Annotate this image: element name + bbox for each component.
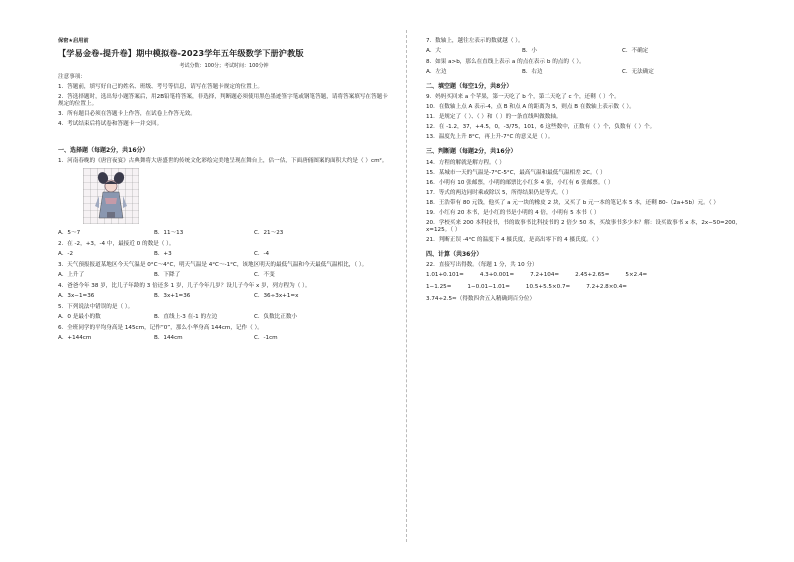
calc-item[interactable]: 10.5+5.5×0.7= <box>525 284 571 291</box>
option[interactable]: A．0 是最小的数 <box>58 314 101 321</box>
question-19: 19．小红有 20 本书，是小红的书是小明的 4 倍，小明有 5 本书（ ） <box>426 209 600 216</box>
calc-row-1 <box>426 272 758 279</box>
option[interactable]: C．不确定 <box>622 47 649 54</box>
option[interactable]: B．3x+1=36 <box>154 293 191 300</box>
exam-meta: 考试分数：100分；考试时间：100分钟 <box>179 62 269 69</box>
option[interactable]: C．21～23 <box>254 230 284 237</box>
section-heading-choice: 一、选择题（每题2分，共16分） <box>58 146 149 154</box>
question-12: 12．在 -1.2，37，+4.5，0，-3/75，101，6 这些数中，正数有（ ）个，负数有（ ）个。 <box>426 124 656 131</box>
calc-item[interactable]: 7.2+104= <box>530 272 560 279</box>
calc-item[interactable]: 7.2+2.8×0.4= <box>586 284 627 291</box>
option[interactable]: C．负数比正数小 <box>254 314 298 321</box>
calc-item[interactable]: 5×2.4= <box>625 272 648 279</box>
question-5: 5．下列说法中错误的是（ ）。 <box>58 304 134 311</box>
option[interactable]: A．3x−1=36 <box>58 293 95 300</box>
calc-item[interactable]: 4.3+0.001= <box>479 272 515 279</box>
option[interactable]: C．不变 <box>254 272 275 279</box>
q5-options <box>58 314 390 321</box>
q7-options <box>426 48 758 55</box>
calc-item[interactable]: 1−0.01−1.01= <box>467 284 510 291</box>
notice-item: 3．所有题目必须在答题卡上作答，在试卷上作答无效。 <box>58 110 196 117</box>
q8-options <box>426 69 758 76</box>
section-heading-fill: 二、填空题（每空1分，共8分） <box>426 82 513 90</box>
section-heading-calc: 四、计算（共36分） <box>426 250 483 258</box>
right-column <box>426 38 758 306</box>
option[interactable]: A．上升了 <box>58 272 85 279</box>
notice-item: 1．答题前，填写好自己的姓名、班级、考号等信息，请写在答题卡规定的位置上。 <box>58 83 263 90</box>
option[interactable]: B．下降了 <box>154 272 181 279</box>
option[interactable]: C．-1cm <box>254 335 278 342</box>
option[interactable]: A．5～7 <box>58 230 81 237</box>
calc-row-2 <box>426 284 758 291</box>
question-9: 9．妈妈买回来 a 个苹果，第一天吃了 b 个，第二天吃了 c 个，还剩（ ）个。 <box>426 94 620 101</box>
option[interactable]: C．36÷3x+1=x <box>254 293 299 300</box>
option[interactable]: C．-4 <box>254 251 270 258</box>
option[interactable]: A．大 <box>426 47 442 54</box>
notice-item: 2．答选择题时，选出每小题答案后，用2B铅笔将答案，非选择，判断题必须使用黑色墨迹签字笔或钢笔答题，请将答案填写在答题卡规定的位置上。 <box>58 93 388 107</box>
question-7: 7．数轴上，越往左表示的数就越（ ）。 <box>426 38 524 44</box>
question-18: 18．王浩带有 80 元钱，他买了 a 元一块的橡皮 2 块，又买了 b 元一本的笔记本 5 本，还剩 80-（2a+5b）元。（ ） <box>426 199 719 206</box>
q2-options <box>58 251 390 258</box>
notice-heading: 注意事项： <box>58 74 86 80</box>
notice-item: 4．考试结束后将试卷和答题卡一并交回。 <box>58 120 163 127</box>
calc-item[interactable]: 2.45+2.65= <box>575 272 610 279</box>
column-divider <box>406 30 407 542</box>
question-10: 10．在数轴上点 A 表示-4，点 B 和点 A 的距离为 5，则点 B 在数轴上表示数（ ）。 <box>426 104 635 111</box>
calc-item[interactable]: 1.01+0.101= <box>426 272 464 279</box>
option[interactable]: A．左边 <box>426 68 447 75</box>
question-14: 14．方程的解就是解方程。（ ） <box>426 159 505 166</box>
q3-options <box>58 272 390 279</box>
option[interactable]: C．无法确定 <box>622 68 654 75</box>
option[interactable]: A．-2 <box>58 251 73 258</box>
section-heading-judge: 三、判断题（每题2分，共16分） <box>426 148 517 156</box>
q4-options <box>58 293 390 300</box>
question-17: 17．等式的两边同时乘或除以 5，所得结果仍是等式。（ ） <box>426 189 572 196</box>
option[interactable]: B．直线上-3 在-1 的左边 <box>154 314 218 321</box>
option[interactable]: B．小 <box>522 47 538 54</box>
option[interactable]: A．+144cm <box>58 335 92 342</box>
question-4: 4．爸爸今年 38 岁，比儿子年龄的 3 倍还多 1 岁，儿子今年几岁？设儿子今年 x 岁，列方程为（ ）。 <box>58 283 311 290</box>
question-3: 3．天气预报报道某地区今天气温是 0°C～4°C，明天气温是 4°C～-1°C，该地区明天的最低气温和今天最低气温相比，（ ）。 <box>58 262 368 269</box>
question-6: 6．全班同学的平均身高是 145cm，记作“0”，那么小华身高 144cm，记作（ ）。 <box>58 325 263 332</box>
question-21: 21．判断正误 -4°C 的温度下 4 摄氏度，是高出零下的 4 摄氏度。（ ） <box>426 236 603 243</box>
q1-options <box>58 230 390 237</box>
calc-last[interactable]: 3.74÷2.5≈（得数四舍五入精确到百分位） <box>426 296 536 303</box>
tang-figurine-grid-figure <box>83 168 139 224</box>
question-13: 13．温度先上升 8°C，再上升-7°C 的意义是（ ）。 <box>426 134 554 141</box>
q6-options <box>58 335 390 342</box>
question-15: 15．某城市一天的气温是-7°C-5°C，最高气温和最低气温相差 2C。（ ） <box>426 169 606 176</box>
option[interactable]: B．144cm <box>154 335 183 342</box>
question-2: 2．在 -2，+3，-4 中，最接近 0 的数是（ ）。 <box>58 241 175 248</box>
calc-item[interactable]: 1−1.25= <box>426 284 452 291</box>
question-11: 11．是规定了（ ）、（ ）和（ ）的一条直线叫做数轴。 <box>426 114 562 121</box>
option[interactable]: B．右边 <box>522 68 543 75</box>
question-1: 1．河南春晚的《唐宫夜宴》古典舞将大唐盛世的传统文化彩绘完美地呈现在舞台上，估一估，下面唐俑图案的面积大约是（ ）cm²。 <box>58 158 388 165</box>
question-16: 16．小明有 10 张邮票，小明的邮票比小红多 4 张，小红有 6 张邮票。（ ） <box>426 179 614 186</box>
option[interactable]: B．11～13 <box>154 230 184 237</box>
exam-title: 【学易金卷-提升卷】期中模拟卷-2023学年五年级数学下册沪教版 <box>58 47 304 58</box>
question-20: 20．学校买来 200 本科技书，书的故事书比科技书的 2 倍少 50 本，买故事书多少本？解：设买故事书 x 本，2x−50=200，x=125。（ ） <box>426 219 741 233</box>
left-column <box>58 38 390 346</box>
option[interactable]: B．+3 <box>154 251 172 258</box>
question-22: 22．直接写出得数。（每题 1 分，共 10 分） <box>426 262 538 269</box>
confidential-seal: 保密★启用前 <box>58 38 89 44</box>
question-8: 8．如果 a>b，那么在直线上表示 a 的点在表示 b 的点的（ ）。 <box>426 58 585 65</box>
